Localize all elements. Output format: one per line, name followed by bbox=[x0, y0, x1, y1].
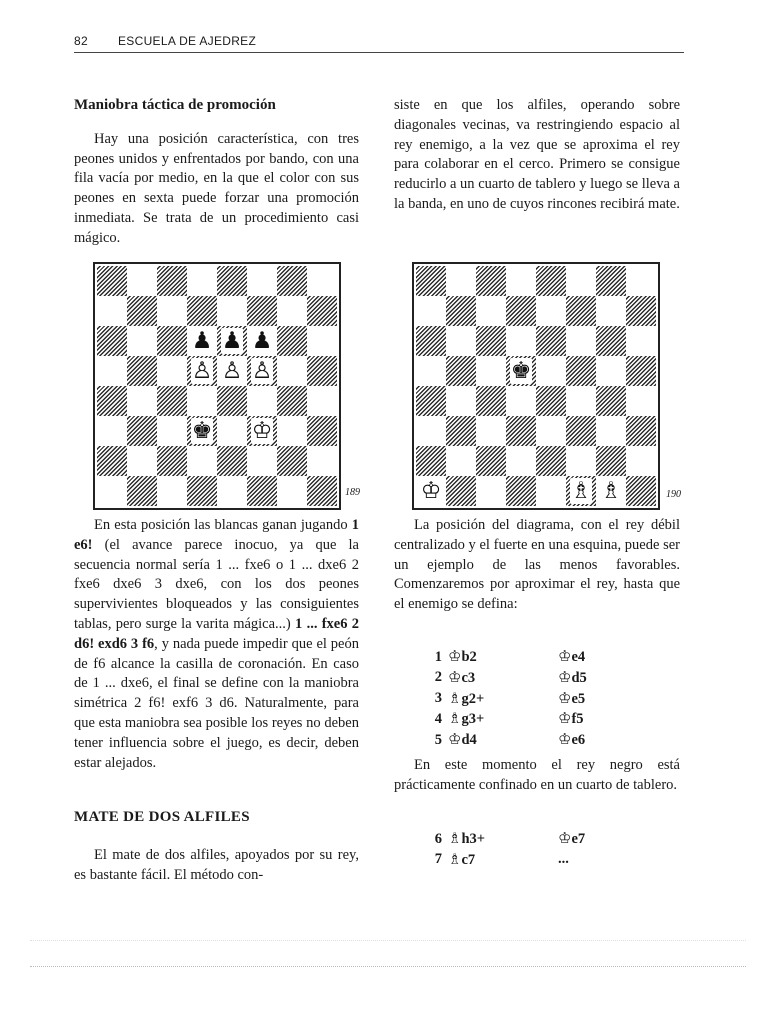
move-number: 6 bbox=[434, 830, 442, 847]
white-move bbox=[448, 730, 558, 751]
square-c2 bbox=[476, 446, 506, 476]
square-f8 bbox=[247, 266, 277, 296]
black-move bbox=[558, 709, 587, 730]
square-a1 bbox=[416, 476, 446, 506]
square-c4 bbox=[157, 386, 187, 416]
square-c3 bbox=[476, 416, 506, 446]
square-a2 bbox=[416, 446, 446, 476]
chess-piece-e6: ♟ bbox=[221, 328, 243, 354]
paragraph-two-bishops-intro: El mate de dos alfiles, apoyados por su rey, es bastante fácil. El método con- bbox=[74, 846, 359, 883]
square-d8 bbox=[187, 266, 217, 296]
square-e7 bbox=[536, 296, 566, 326]
square-b7 bbox=[446, 296, 476, 326]
square-g5 bbox=[596, 356, 626, 386]
chess-piece-d6: ♟ bbox=[191, 328, 213, 354]
square-e8 bbox=[217, 266, 247, 296]
square-h5 bbox=[626, 356, 656, 386]
moves-block-1 bbox=[422, 647, 587, 751]
square-d3 bbox=[187, 416, 217, 446]
square-e3 bbox=[536, 416, 566, 446]
square-h8 bbox=[307, 266, 337, 296]
square-h2 bbox=[626, 446, 656, 476]
piece-figurine: ♔ bbox=[448, 730, 462, 749]
square-a6 bbox=[97, 326, 127, 356]
diagram-number-189: 189 bbox=[345, 487, 360, 498]
square-f6 bbox=[247, 326, 277, 356]
board-grid-190 bbox=[416, 266, 656, 506]
square-a6 bbox=[416, 326, 446, 356]
square-d5 bbox=[506, 356, 536, 386]
page-number: 82 bbox=[74, 34, 88, 48]
square-h7 bbox=[307, 296, 337, 326]
square-c3 bbox=[157, 416, 187, 446]
move-row bbox=[422, 689, 587, 710]
left-column-section2 bbox=[74, 808, 359, 885]
move-number: 7 bbox=[434, 851, 442, 868]
square-c1 bbox=[476, 476, 506, 506]
piece-figurine: ♗ bbox=[448, 829, 462, 847]
move-row bbox=[422, 668, 587, 689]
square-h4 bbox=[307, 386, 337, 416]
square-d2 bbox=[506, 446, 536, 476]
white-move bbox=[448, 689, 558, 710]
running-title: ESCUELA DE AJEDREZ bbox=[118, 34, 257, 48]
section-title-two-bishops: MATE DE DOS ALFILES bbox=[74, 809, 250, 825]
square-f4 bbox=[566, 386, 596, 416]
left-column-top bbox=[74, 96, 359, 249]
right-column-middle bbox=[394, 516, 680, 615]
square-e5 bbox=[217, 356, 247, 386]
square-h3 bbox=[626, 416, 656, 446]
move-number: 2 bbox=[434, 669, 442, 686]
square-g4 bbox=[277, 386, 307, 416]
move-square: c3 bbox=[461, 669, 476, 686]
chess-piece-a1: ♔ bbox=[420, 478, 442, 504]
square-f2 bbox=[247, 446, 277, 476]
move-square: d5 bbox=[571, 669, 587, 686]
square-f7 bbox=[566, 296, 596, 326]
text-run: (el avance parece inocuo, ya que la secuencia normal sería 1 ... fxe6 o 1 ... dxe6 2 fxe6 dxe6 3 dxe6, con los dos peones supervivientes bloqueados y las consiguientes tablas, pero surge la varita mágica...) bbox=[74, 536, 359, 632]
square-c6 bbox=[157, 326, 187, 356]
square-d6 bbox=[187, 326, 217, 356]
white-move bbox=[448, 668, 558, 689]
scan-noise-line bbox=[30, 966, 746, 967]
square-e2 bbox=[536, 446, 566, 476]
move-square: e4 bbox=[571, 649, 586, 665]
right-column-lower bbox=[394, 756, 680, 796]
square-h6 bbox=[626, 326, 656, 356]
paragraph-promotion-intro: Hay una posición característica, con tres peones unidos y enfrentados por bando, con una fila vacía por medio, en la que el color con sus peones en sexta puede forzar una promoción inmediata. Se trata de un procedimiento casi mágico. bbox=[74, 130, 359, 246]
piece-figurine: ♔ bbox=[558, 667, 572, 686]
square-b8 bbox=[446, 266, 476, 296]
move-number: 4 bbox=[434, 710, 442, 727]
piece-figurine: ♗ bbox=[448, 849, 462, 868]
section-title-promotion: Maniobra táctica de promoción bbox=[74, 97, 276, 113]
square-e7 bbox=[217, 296, 247, 326]
move-square: e7 bbox=[571, 831, 586, 847]
chess-piece-d5: ♙ bbox=[191, 358, 213, 384]
square-d2 bbox=[187, 446, 217, 476]
square-b8 bbox=[127, 266, 157, 296]
square-g4 bbox=[596, 386, 626, 416]
black-move bbox=[558, 668, 587, 689]
square-c5 bbox=[157, 356, 187, 386]
chess-diagram-190 bbox=[412, 262, 660, 510]
text-run: En esta posición las blancas ganan jugando bbox=[94, 517, 352, 533]
square-f3 bbox=[566, 416, 596, 446]
move-square: d4 bbox=[461, 732, 477, 749]
chess-piece-g1: ♗ bbox=[600, 478, 622, 504]
move-number: 1 bbox=[434, 648, 442, 665]
square-c6 bbox=[476, 326, 506, 356]
square-b2 bbox=[127, 446, 157, 476]
black-move bbox=[558, 850, 585, 871]
move-square: ... bbox=[558, 851, 569, 868]
black-move bbox=[558, 829, 585, 850]
square-f7 bbox=[247, 296, 277, 326]
move-square: c7 bbox=[461, 851, 476, 868]
scan-noise-line bbox=[30, 940, 746, 941]
square-a4 bbox=[416, 386, 446, 416]
chess-piece-f3: ♔ bbox=[251, 418, 273, 444]
square-g1 bbox=[596, 476, 626, 506]
square-h8 bbox=[626, 266, 656, 296]
move-square: e6 bbox=[571, 732, 586, 749]
move-square: e5 bbox=[571, 690, 586, 707]
square-f5 bbox=[247, 356, 277, 386]
square-d4 bbox=[506, 386, 536, 416]
square-c5 bbox=[476, 356, 506, 386]
square-g2 bbox=[277, 446, 307, 476]
square-b6 bbox=[127, 326, 157, 356]
square-b4 bbox=[446, 386, 476, 416]
square-e1 bbox=[536, 476, 566, 506]
square-f1 bbox=[566, 476, 596, 506]
move-list-2 bbox=[422, 829, 585, 871]
move-list-1 bbox=[422, 647, 587, 751]
square-d8 bbox=[506, 266, 536, 296]
square-a7 bbox=[416, 296, 446, 326]
move-row bbox=[422, 709, 587, 730]
move-square: g2+ bbox=[461, 690, 485, 707]
piece-figurine: ♔ bbox=[448, 647, 462, 665]
piece-figurine: ♗ bbox=[448, 709, 462, 728]
square-g6 bbox=[596, 326, 626, 356]
square-f8 bbox=[566, 266, 596, 296]
white-move bbox=[448, 829, 558, 850]
move-row bbox=[422, 730, 587, 751]
square-b5 bbox=[446, 356, 476, 386]
square-d5 bbox=[187, 356, 217, 386]
move-notation-bold: 1 ... fxe6 2 d6! exd6 3 f6 bbox=[74, 615, 360, 652]
move-number: 3 bbox=[434, 690, 442, 707]
move-row bbox=[422, 829, 585, 850]
move-square: f5 bbox=[571, 711, 584, 728]
paragraph-two-bishops-method: siste en que los alfiles, operando sobre diagonales vecinas, va restringiendo espacio al rey enemigo, a la vez que se aproxima el rey para colaborar en el cerco. Primero se consigue reducirlo a un cuarto de tablero y luego se lleva a la banda, en uno de cuyos rincones recibirá mate. bbox=[394, 97, 680, 212]
chess-piece-f5: ♙ bbox=[251, 358, 273, 384]
chess-piece-f6: ♟ bbox=[251, 328, 273, 354]
square-f5 bbox=[566, 356, 596, 386]
square-b2 bbox=[446, 446, 476, 476]
square-g1 bbox=[277, 476, 307, 506]
square-a3 bbox=[416, 416, 446, 446]
square-d7 bbox=[506, 296, 536, 326]
white-move bbox=[448, 709, 558, 730]
square-h1 bbox=[626, 476, 656, 506]
square-c1 bbox=[157, 476, 187, 506]
black-move bbox=[558, 689, 587, 710]
square-f2 bbox=[566, 446, 596, 476]
chess-piece-f1: ♗ bbox=[570, 478, 592, 504]
piece-figurine: ♔ bbox=[558, 709, 572, 728]
square-b3 bbox=[446, 416, 476, 446]
left-column-bottom bbox=[74, 516, 359, 773]
chess-piece-d3: ♚ bbox=[191, 418, 213, 444]
square-g8 bbox=[277, 266, 307, 296]
square-g7 bbox=[596, 296, 626, 326]
square-e4 bbox=[217, 386, 247, 416]
move-square: b2 bbox=[461, 649, 477, 665]
square-h2 bbox=[307, 446, 337, 476]
move-row bbox=[422, 850, 585, 871]
square-b5 bbox=[127, 356, 157, 386]
square-d3 bbox=[506, 416, 536, 446]
paragraph-diagram-190: La posición del diagrama, con el rey débil centralizado y el fuerte en una esquina, puede ser un ejemplo de las menos favorables. Comenzaremos por aproximar el rey, hasta que el enemigo se defina: bbox=[394, 517, 680, 613]
square-c4 bbox=[476, 386, 506, 416]
square-h6 bbox=[307, 326, 337, 356]
piece-figurine: ♔ bbox=[558, 730, 572, 749]
square-h4 bbox=[626, 386, 656, 416]
square-g3 bbox=[277, 416, 307, 446]
square-a4 bbox=[97, 386, 127, 416]
square-e2 bbox=[217, 446, 247, 476]
square-h7 bbox=[626, 296, 656, 326]
square-d4 bbox=[187, 386, 217, 416]
square-b6 bbox=[446, 326, 476, 356]
square-c8 bbox=[157, 266, 187, 296]
square-a5 bbox=[416, 356, 446, 386]
square-d1 bbox=[187, 476, 217, 506]
black-move bbox=[558, 730, 587, 751]
square-c7 bbox=[476, 296, 506, 326]
square-h5 bbox=[307, 356, 337, 386]
piece-figurine: ♔ bbox=[558, 688, 572, 707]
square-e6 bbox=[536, 326, 566, 356]
square-h3 bbox=[307, 416, 337, 446]
square-f3 bbox=[247, 416, 277, 446]
square-b7 bbox=[127, 296, 157, 326]
move-notation-bold: 1 e6! bbox=[74, 517, 359, 553]
chess-diagram-189 bbox=[93, 262, 341, 510]
square-h1 bbox=[307, 476, 337, 506]
paragraph-promotion-analysis bbox=[74, 516, 359, 773]
square-d7 bbox=[187, 296, 217, 326]
piece-figurine: ♗ bbox=[448, 688, 462, 707]
square-e6 bbox=[217, 326, 247, 356]
square-a3 bbox=[97, 416, 127, 446]
move-number: 5 bbox=[434, 731, 442, 748]
square-g2 bbox=[596, 446, 626, 476]
square-b3 bbox=[127, 416, 157, 446]
square-g7 bbox=[277, 296, 307, 326]
square-c7 bbox=[157, 296, 187, 326]
square-a5 bbox=[97, 356, 127, 386]
piece-figurine: ♔ bbox=[448, 667, 462, 686]
square-e5 bbox=[536, 356, 566, 386]
text-run: , y nada puede impedir que el peón de f6 alcance la casilla de coronación. En caso de 1 ... dxe6, el final se define con la maniobra simétrica 2 f6! exf6 3 d6. Naturalmente, para que esta maniobra sea posible los reyes no deben tener influencia sobre el juego, es decir, deben estar alejados. bbox=[74, 635, 359, 771]
square-d6 bbox=[506, 326, 536, 356]
square-c2 bbox=[157, 446, 187, 476]
moves-block-2 bbox=[422, 829, 585, 871]
move-square: g3+ bbox=[461, 711, 485, 728]
square-f6 bbox=[566, 326, 596, 356]
square-g8 bbox=[596, 266, 626, 296]
white-move bbox=[448, 850, 558, 871]
square-e8 bbox=[536, 266, 566, 296]
square-b4 bbox=[127, 386, 157, 416]
diagram-number-190: 190 bbox=[666, 489, 681, 500]
move-row bbox=[422, 647, 587, 668]
square-g3 bbox=[596, 416, 626, 446]
right-column-top bbox=[394, 96, 680, 215]
square-b1 bbox=[446, 476, 476, 506]
chess-piece-d5: ♚ bbox=[510, 358, 532, 384]
move-square: h3+ bbox=[461, 831, 486, 847]
square-c8 bbox=[476, 266, 506, 296]
piece-figurine: ♔ bbox=[558, 647, 572, 665]
piece-figurine: ♔ bbox=[558, 829, 572, 847]
running-header bbox=[74, 32, 684, 53]
square-f4 bbox=[247, 386, 277, 416]
board-grid-189 bbox=[97, 266, 337, 506]
white-move bbox=[448, 647, 558, 668]
square-e1 bbox=[217, 476, 247, 506]
square-f1 bbox=[247, 476, 277, 506]
square-b1 bbox=[127, 476, 157, 506]
square-a8 bbox=[97, 266, 127, 296]
square-e4 bbox=[536, 386, 566, 416]
chess-piece-e5: ♙ bbox=[221, 358, 243, 384]
square-a7 bbox=[97, 296, 127, 326]
square-a2 bbox=[97, 446, 127, 476]
square-a1 bbox=[97, 476, 127, 506]
square-d1 bbox=[506, 476, 536, 506]
black-move bbox=[558, 647, 587, 668]
square-a8 bbox=[416, 266, 446, 296]
paragraph-confined-king: En este momento el rey negro está prácticamente confinado en un cuarto de tablero. bbox=[394, 757, 680, 793]
square-e3 bbox=[217, 416, 247, 446]
square-g5 bbox=[277, 356, 307, 386]
square-g6 bbox=[277, 326, 307, 356]
